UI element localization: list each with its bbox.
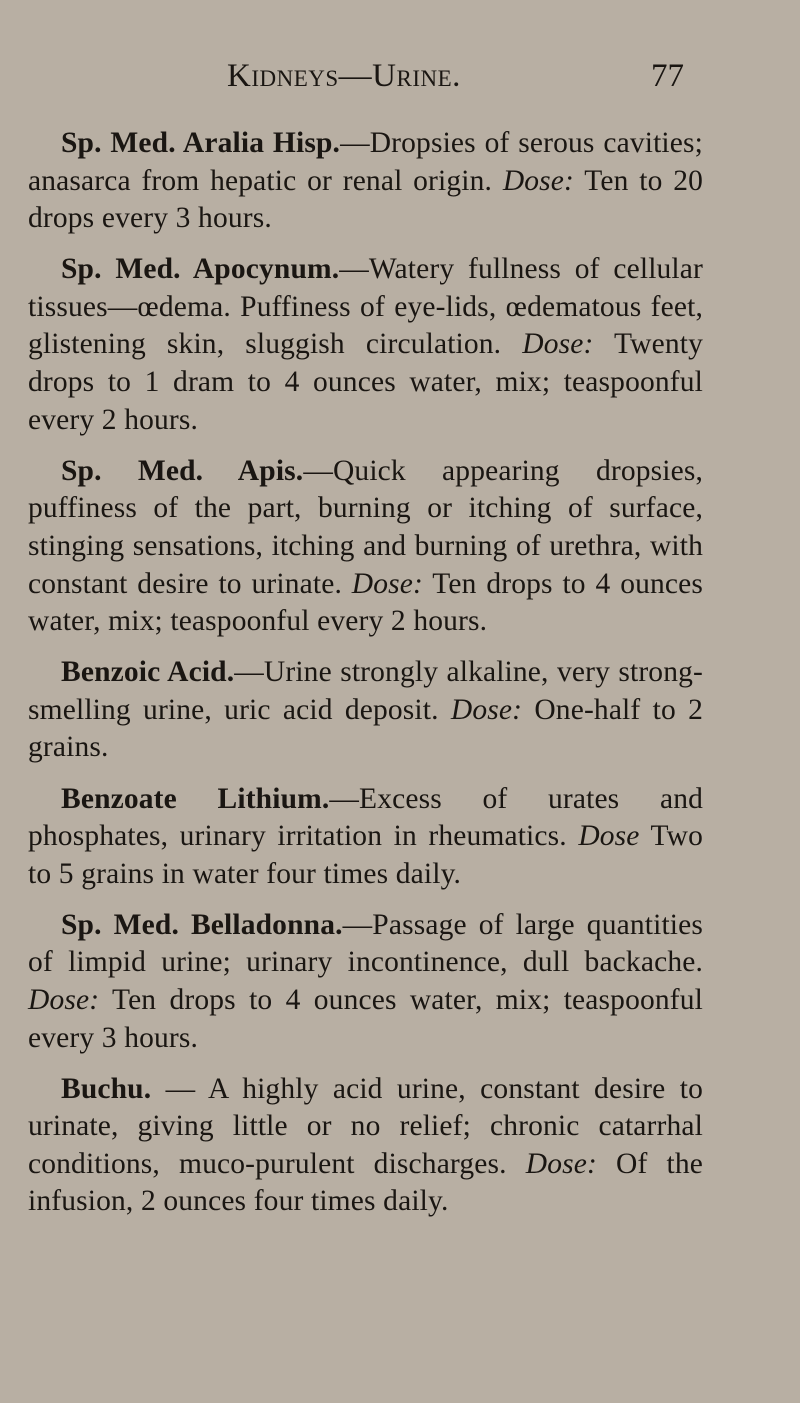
dose-text: Ten to 20 drops every 3 hours.: [28, 164, 704, 235]
page-number: 77: [651, 58, 684, 94]
entry-title: Sp. Med. Apis.: [61, 454, 304, 487]
entry-title: Sp. Med. Apocynum.: [61, 253, 340, 286]
entry-title: Benzoic Acid.: [61, 656, 235, 689]
entry-text: —Watery fullness of cellular tissues—œdema. Puffiness of eye-lids, œdematous feet, glistening skin, sluggish circulation.: [28, 253, 703, 361]
dose-text: Two to 5 grains in water four times daily.: [28, 820, 704, 890]
entry-text: —Dropsies of serous cavities; anasarca from hepatic or renal origin.: [28, 127, 703, 197]
entry-text: —Quick appearing dropsies, puffiness of the part, burning or itching of surface, stinging sensations, itching and burning of urethra, with constant desire to urinate.: [28, 454, 704, 600]
entry-apocynum: [28, 251, 703, 439]
dose-text: One-half to 2 grains.: [28, 693, 703, 764]
dose-label: Dose:: [28, 983, 100, 1016]
entry-benzoate-lithium: [28, 781, 703, 894]
entry-title: Sp. Med. Belladonna.: [61, 908, 343, 941]
entry-aralia: [28, 125, 703, 238]
entry-title: Benzoate Lithium.: [61, 782, 330, 815]
entry-text: —Urine strongly alkaline, very strong-smelling urine, uric acid deposit.: [28, 656, 703, 726]
page-header: [0, 58, 800, 102]
entry-title: Buchu.: [61, 1072, 152, 1105]
dose-label: Dose:: [525, 1147, 597, 1180]
running-head: Kidneys—Urine.: [227, 58, 461, 94]
entry-buchu: [28, 1071, 703, 1221]
entry-text: — A highly acid urine, constant desire to urinate, giving little or no relief; chronic catarrhal conditions, muco-purulent discharges.: [28, 1072, 703, 1180]
dose-label: Dose:: [351, 567, 423, 600]
entry-title: Sp. Med. Aralia Hisp.: [61, 127, 341, 159]
entry-text: —Passage of large quantities of limpid urine; urinary incontinence, dull backache.: [28, 908, 704, 979]
page-body: [28, 125, 703, 1235]
dose-label: Dose:: [502, 164, 575, 197]
entry-benzoic-acid: [28, 654, 703, 767]
dose-label: Dose: [578, 820, 640, 853]
dose-text: Of the infusion, 2 ounces four times daily.: [28, 1147, 703, 1218]
dose-text: Twenty drops to 1 dram to 4 ounces water, mix; teaspoonful every 2 hours.: [28, 328, 703, 436]
dose-label: Dose:: [522, 328, 594, 361]
entry-text: —Excess of urates and phosphates, urinary irritation in rheumatics.: [28, 782, 703, 853]
dose-text: Ten drops to 4 ounces water, mix; teaspoonful every 3 hours.: [28, 983, 703, 1054]
dose-label: Dose:: [450, 693, 523, 726]
entry-apis: [28, 453, 703, 641]
dose-text: Ten drops to 4 ounces water, mix; teaspoonful every 2 hours.: [28, 567, 704, 638]
entry-belladonna: [28, 907, 703, 1057]
